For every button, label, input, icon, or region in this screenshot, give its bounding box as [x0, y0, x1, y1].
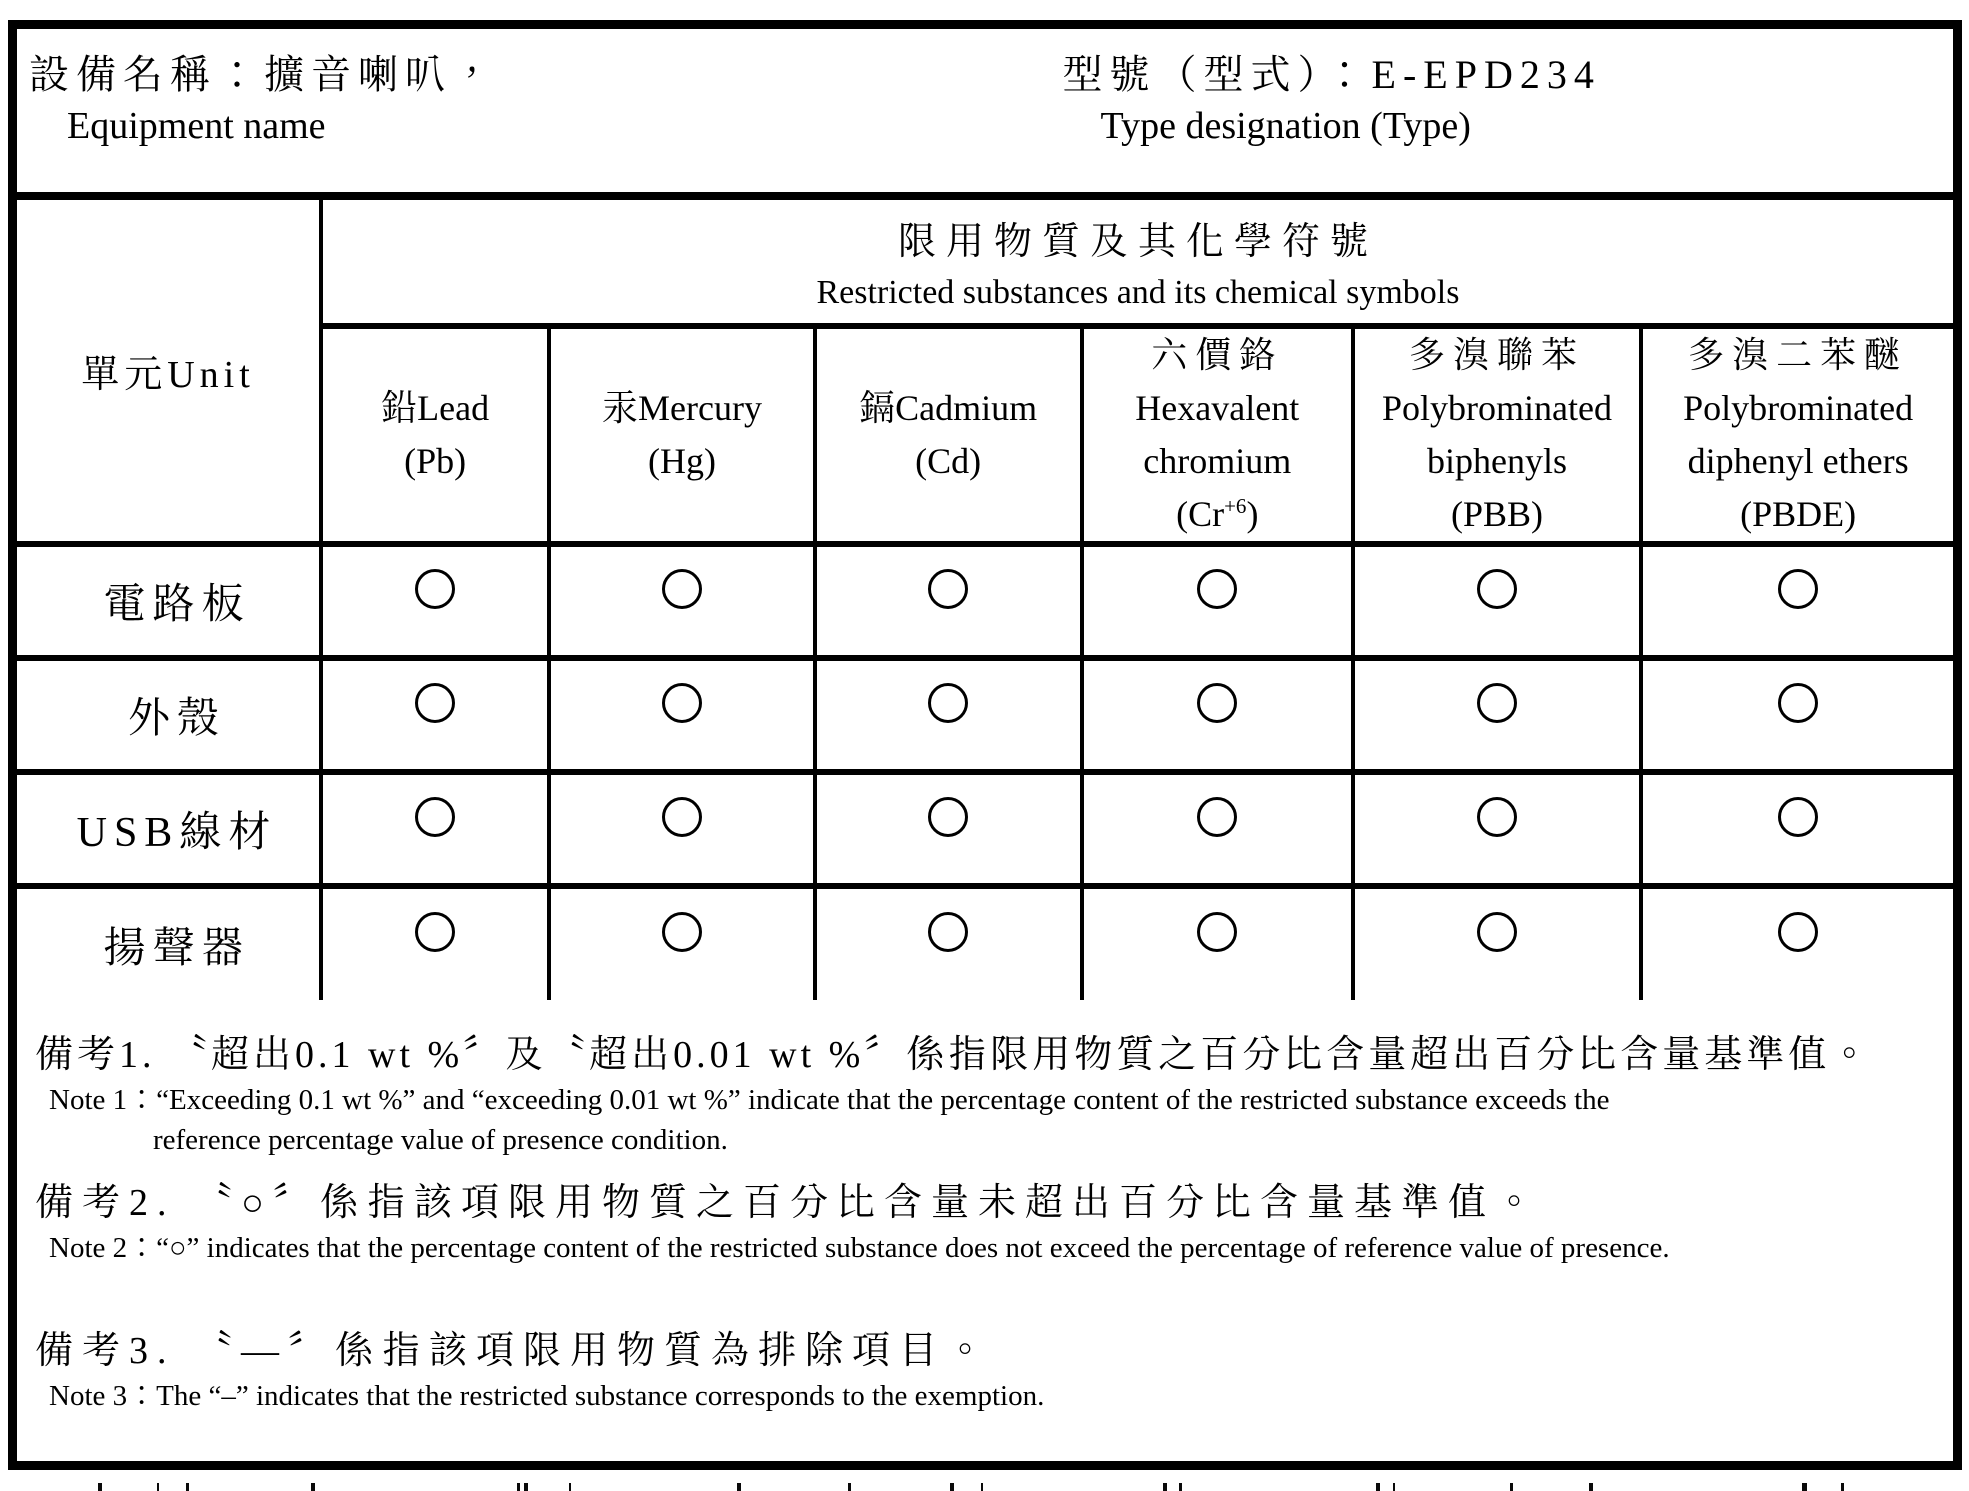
note-1-en-line-2: reference percentage value of presence condition. [153, 1124, 728, 1156]
mark-cell [815, 772, 1082, 886]
pbb-label-zh: 多溴聯苯 [1409, 335, 1586, 375]
note-3-en: Note 3：The “–” indicates that the restricted substance corresponds to the exemption. [49, 1380, 1045, 1412]
mark-cell [321, 772, 549, 886]
circle-symbol [928, 569, 968, 609]
column-header-pbb [1353, 326, 1641, 544]
pbb-label-en1: Polybrominated [1382, 388, 1612, 428]
type-designation-en: Type designation (Type) [1100, 105, 1471, 147]
table-row-circuit-board [17, 544, 1953, 658]
substances-group-header-zh: 限用物質及其化學符號 [897, 220, 1378, 263]
pbde-label-en2: diphenyl ethers [1687, 441, 1909, 481]
circle-symbol [1197, 797, 1237, 837]
circle-symbol [662, 683, 702, 723]
mark-cell [815, 886, 1082, 1000]
clipped-text-fragment [10, 1483, 1959, 1491]
circle-symbol [415, 569, 455, 609]
row-label: 揚聲器 [17, 886, 321, 1000]
circle-symbol [662, 797, 702, 837]
substances-table [17, 200, 1953, 1000]
table-row-enclosure [17, 658, 1953, 772]
mark-cell [549, 544, 814, 658]
type-designation-block [1063, 49, 1943, 192]
pbde-label-en1: Polybrominated [1683, 388, 1914, 428]
mercury-symbol: (Hg) [647, 441, 716, 481]
type-designation-zh: 型號（型式）：E-EPD234 [1062, 52, 1601, 97]
circle-symbol [928, 912, 968, 952]
pbb-symbol: (PBB) [1450, 494, 1544, 534]
equipment-name-zh: 設備名稱：擴音喇叭， [29, 52, 499, 97]
pbb-label-en2: biphenyls [1427, 441, 1567, 481]
mark-cell [1641, 544, 1953, 658]
mark-cell [1641, 772, 1953, 886]
mark-cell [1353, 544, 1641, 658]
note-2-en: Note 2：“○” indicates that the percentage content of the restricted substance does not exceed the percentage of reference value of presence. [49, 1232, 1670, 1264]
mark-cell [1641, 886, 1953, 1000]
note-1-en-line-1: Note 1：“Exceeding 0.1 wt %” and “exceeding 0.01 wt %” indicate that the percentage content of the restricted substance exceeds the [49, 1084, 1610, 1116]
lead-symbol: (Pb) [404, 441, 467, 481]
circle-symbol [1477, 683, 1517, 723]
mark-cell [321, 886, 549, 1000]
table-row-usb-cable [17, 772, 1953, 886]
document-header [17, 29, 1953, 200]
circle-symbol [1477, 912, 1517, 952]
circle-symbol [1778, 912, 1818, 952]
table-row-speaker [17, 886, 1953, 1000]
mark-cell [1082, 886, 1353, 1000]
mark-cell [815, 544, 1082, 658]
column-header-cadmium [815, 326, 1082, 544]
circle-symbol [1197, 912, 1237, 952]
row-label: 外殼 [17, 658, 321, 772]
rohs-declaration-document [8, 20, 1962, 1470]
mark-cell [321, 658, 549, 772]
mark-cell [549, 886, 814, 1000]
pbde-label-zh: 多溴二苯醚 [1688, 335, 1909, 375]
row-label: USB線材 [17, 772, 321, 886]
circle-symbol [1477, 569, 1517, 609]
equipment-name-block [29, 49, 1063, 192]
circle-symbol [928, 797, 968, 837]
mark-cell [1353, 772, 1641, 886]
circle-symbol [1778, 683, 1818, 723]
mark-cell [1082, 772, 1353, 886]
mark-cell [1353, 886, 1641, 1000]
mark-cell [815, 658, 1082, 772]
cadmium-symbol: (Cd) [915, 441, 982, 481]
row-label: 電路板 [17, 544, 321, 658]
circle-symbol [415, 797, 455, 837]
hexavalent-chromium-symbol: $(Cr^{+6})$ [1176, 494, 1259, 534]
hexavalent-chromium-label-en1: Hexavalent [1135, 388, 1300, 428]
cadmium-label: 鎘Cadmium [859, 388, 1038, 428]
spacer [35, 1268, 1943, 1326]
mark-cell [1353, 658, 1641, 772]
column-header-lead [321, 326, 549, 544]
substances-group-header-en: Restricted substances and its chemical symbols [816, 273, 1460, 311]
unit-column-header: 單元Unit [17, 200, 321, 544]
column-header-pbde [1641, 326, 1953, 544]
equipment-name-en: Equipment name [67, 105, 326, 147]
circle-symbol [1197, 683, 1237, 723]
mark-cell [1641, 658, 1953, 772]
hexavalent-chromium-label-en2: chromium [1143, 441, 1292, 481]
spacer [35, 1160, 1943, 1178]
circle-symbol [1477, 797, 1517, 837]
mark-cell [1082, 658, 1353, 772]
note-2-zh: 備考2. 〝○〞係指該項限用物質之百分比含量未超出百分比含量基準值。 [35, 1182, 1542, 1224]
substances-group-header [321, 200, 1953, 326]
notes-section [17, 1000, 1953, 1461]
mercury-label: 汞Mercury [602, 388, 762, 428]
circle-symbol [415, 683, 455, 723]
lead-label: 鉛Lead [381, 388, 490, 428]
mark-cell [1082, 544, 1353, 658]
mark-cell [549, 772, 814, 886]
circle-symbol [662, 912, 702, 952]
note-1-zh: 備考1. 〝超出0.1 wt %〞及〝超出0.01 wt %〞係指限用物質之百分比含量超出百分比含量基準值。 [35, 1034, 1873, 1076]
mark-cell [549, 658, 814, 772]
pbde-symbol: (PBDE) [1740, 494, 1857, 534]
note-3-zh: 備考3. 〝—〞係指該項限用物質為排除項目。 [35, 1330, 994, 1372]
circle-symbol [1778, 797, 1818, 837]
circle-symbol [415, 912, 455, 952]
hexavalent-chromium-label-zh: 六價鉻 [1151, 335, 1284, 375]
circle-symbol [1778, 569, 1818, 609]
circle-symbol [1197, 569, 1237, 609]
circle-symbol [928, 683, 968, 723]
mark-cell [321, 544, 549, 658]
column-header-hexavalent-chromium [1082, 326, 1353, 544]
circle-symbol [662, 569, 702, 609]
column-header-mercury [549, 326, 814, 544]
